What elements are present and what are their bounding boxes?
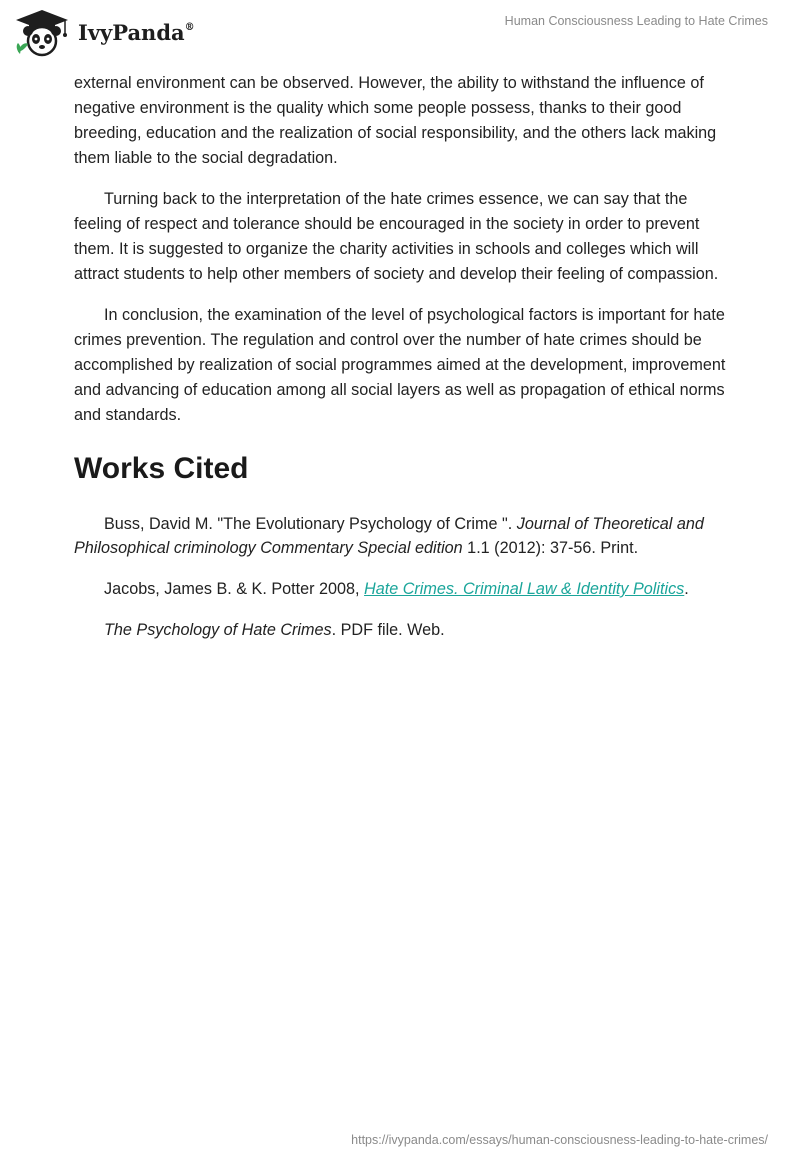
page-url[interactable]: https://ivypanda.com/essays/human-consciousness-leading-to-hate-crimes/ [351,1133,768,1147]
reference-text: Buss, David M. "The Evolutionary Psychology of Crime ". [104,515,517,533]
essay-paragraph: In conclusion, the examination of the level of psychological factors is important for hate crimes prevention. The regulation and control over the number of hate crimes should be accomplished by realization of social programmes aimed at the development, improvement and advancing of education among all social layers as well as propagation of ethical norms and standards. [74,306,726,424]
reference-entry [74,577,726,601]
document-title: Human Consciousness Leading to Hate Crimes [504,14,768,28]
panda-graduate-icon [12,8,72,58]
page-header [0,0,800,64]
reference-source-title: Journal of Theoretical and Philosophical criminology Commentary Special edition [74,515,704,557]
reference-entry [74,618,726,642]
ivypanda-logo[interactable] [12,8,202,58]
reference-link[interactable]: Hate Crimes. Criminal Law & Identity Politics [364,580,685,598]
works-cited-list [74,512,726,642]
works-cited-heading: Works Cited [74,452,249,485]
essay-content [74,71,726,659]
reference-text: . [684,580,689,598]
reference-text: Jacobs, James B. & K. Potter 2008, [104,580,365,598]
reference-text: 1.1 (2012): 37-56. Print. [462,539,639,557]
reference-entry [74,512,726,560]
essay-paragraph: external environment can be observed. However, the ability to withstand the influence of negative environment is the quality which some people possess, thanks to their good breeding, education and the realization of social responsibility, and the others lack making them liable to the social degradation. [74,74,717,167]
logo-wordmark: IvyPanda® [78,20,195,45]
reference-source-title: The Psychology of Hate Crimes [104,621,332,639]
reference-text: . PDF file. Web. [331,621,445,639]
essay-paragraph: Turning back to the interpretation of the hate crimes essence, we can say that the feeling of respect and tolerance should be encouraged in the society in order to prevent them. It is suggested to organize the charity activities in schools and colleges which will attract students to help other members of society and develop their feeling of compassion. [74,190,719,283]
